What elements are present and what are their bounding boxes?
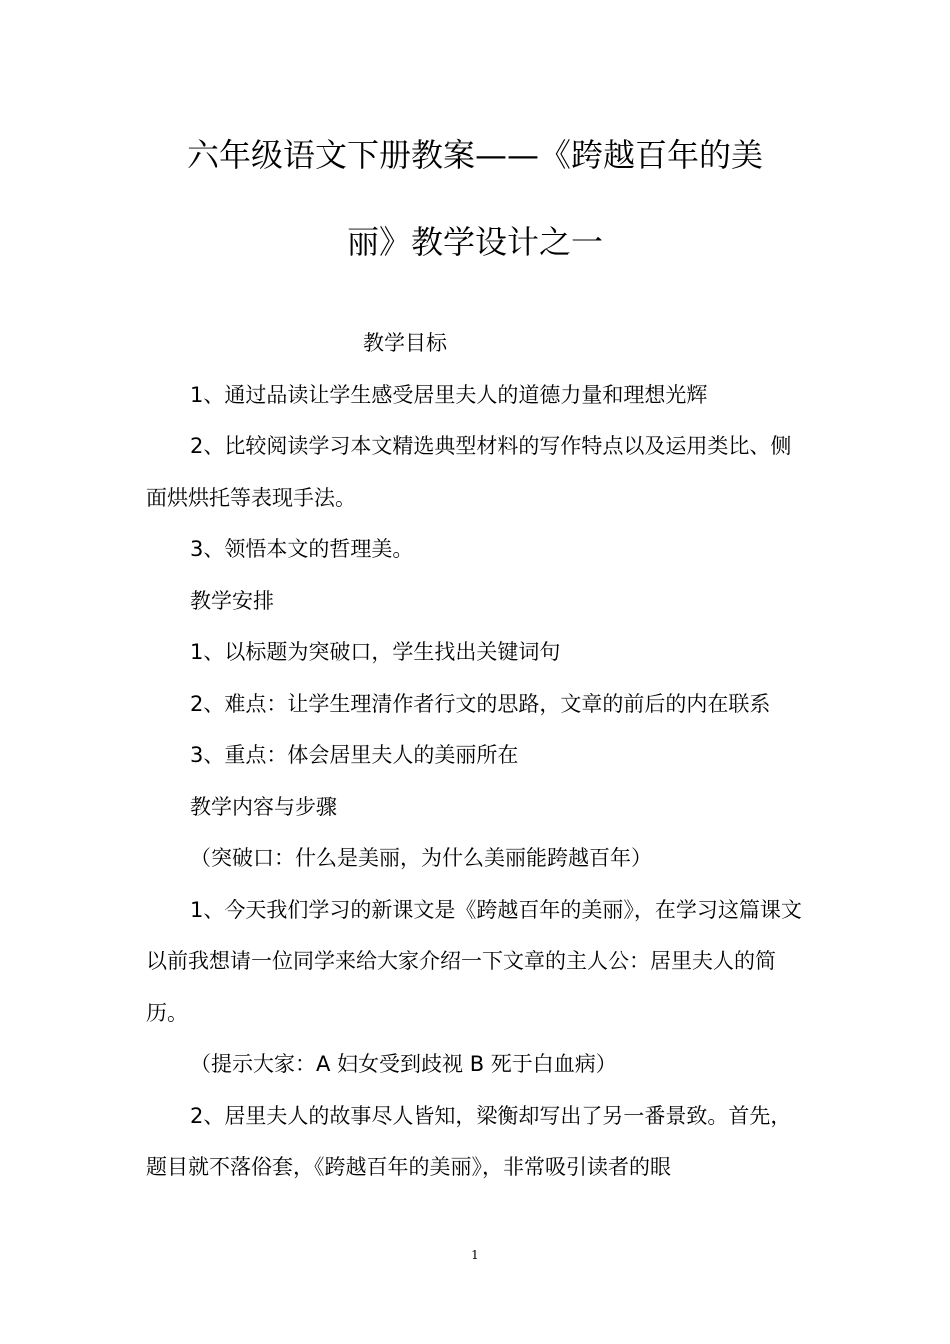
arrangement-item-1: 1、以标题为突破口，学生找出关键词句 [190,640,561,664]
document-body [146,318,806,1194]
section-heading-teaching-arrangement: 教学安排 [190,588,274,613]
goal-item-1: 1、通过品读让学生感受居里夫人的道德力量和理想光辉 [190,382,708,407]
arrangement-item-2: 2、难点：让学生理清作者行文的思路，文章的前后的内在联系 [190,691,771,716]
arrangement-item-3: 3、重点：体会居里夫人的美丽所在 [190,743,519,767]
step-item-1: 1、今天我们学习的新课文是《跨越百年的美丽》，在学习这篇课文以前我想请一位同学来给大家介绍一下文章的主人公：居里夫人的简历。 [146,897,802,1025]
goal-item-3: 3、领悟本文的哲理美。 [190,537,414,561]
breakthrough-note: （突破口：什么是美丽，为什么美丽能跨越百年） [190,846,652,870]
hint-note: （提示大家：A 妇女受到歧视 B 死于白血病） [190,1052,617,1076]
title-line-2: 丽》教学设计之一 [346,223,603,261]
section-heading-content-steps: 教学内容与步骤 [190,794,337,819]
title-line-1: 六年级语文下册教案——《跨越百年的美 [186,136,763,174]
page-number: 1 [471,1248,479,1262]
section-heading-teaching-goals: 教学目标 [363,331,447,355]
step-item-2: 2、居里夫人的故事尽人皆知，梁衡却写出了另一番景致。首先，题目就不落俗套，《跨越百年的美丽》，非常吸引读者的眼 [146,1103,792,1179]
goal-item-2: 2、比较阅读学习本文精选典型材料的写作特点以及运用类比、侧面烘烘托等表现手法。 [146,434,792,510]
page-title [150,112,800,286]
